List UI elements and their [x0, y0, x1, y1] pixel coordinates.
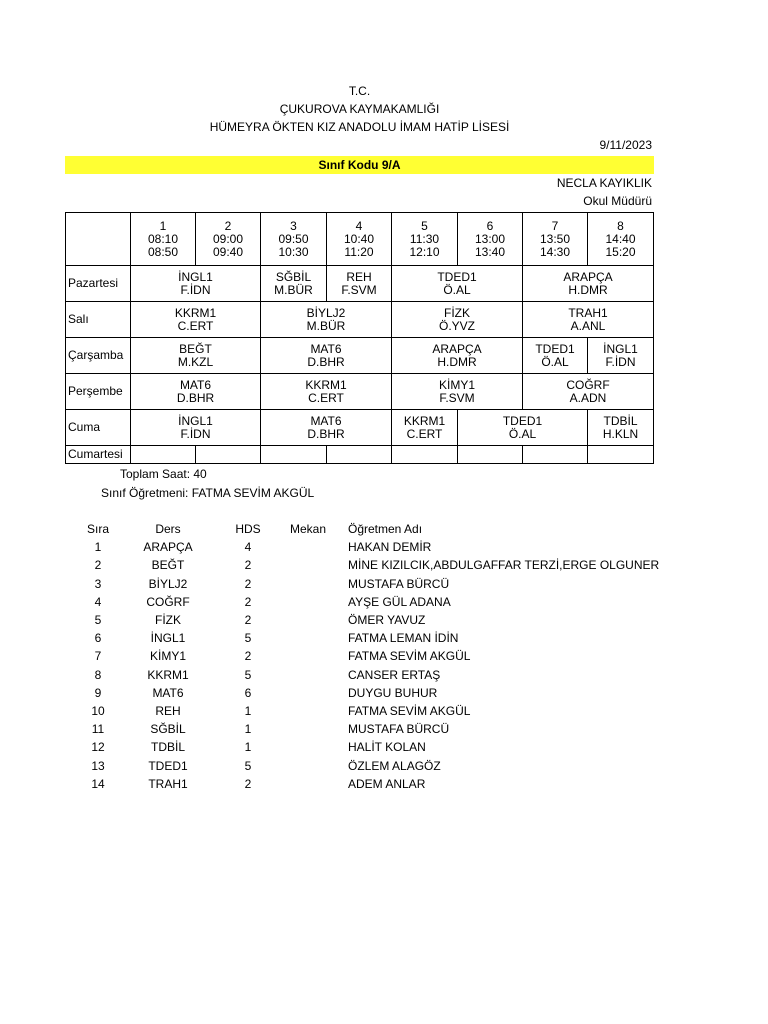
day-name: Cuma [66, 410, 131, 446]
lesson-name: KKRM1 [147, 667, 189, 682]
report-date: 9/11/2023 [599, 138, 652, 152]
empty-cell [588, 446, 654, 464]
lesson-code: MAT6 [310, 341, 342, 356]
day-row-3 [66, 374, 654, 410]
lesson-hds: 2 [244, 649, 252, 664]
lesson-name: BİYLJ2 [148, 576, 188, 591]
lesson-name: TDED1 [148, 758, 188, 773]
period-header [588, 213, 654, 266]
lesson-code: ARAPÇA [563, 269, 613, 284]
lesson-place [278, 575, 338, 593]
lesson-code: TDED1 [437, 269, 477, 284]
lesson-place [278, 738, 338, 756]
period-start: 08:10 [147, 231, 179, 246]
lesson-teacher: H.KLN [602, 426, 639, 441]
lesson-teacher-name: DUYGU BUHUR [348, 685, 438, 700]
day-row-5 [66, 446, 654, 464]
lesson-no: 2 [94, 558, 102, 573]
lesson-teacher-name: FATMA SEVİM AKGÜL [348, 649, 471, 664]
lesson-no: 8 [94, 667, 102, 682]
lesson-teacher-name: AYŞE GÜL ADANA [348, 594, 451, 609]
class-teacher: Sınıf Öğretmeni: FATMA SEVİM AKGÜL [101, 486, 315, 500]
lesson-teacher-name: ÖMER YAVUZ [348, 613, 426, 628]
list-item [78, 720, 659, 738]
lesson-code: KKRM1 [403, 413, 446, 428]
period-end: 14:30 [539, 244, 571, 259]
lesson-no: 1 [94, 540, 102, 555]
lesson-code: İNGL1 [178, 269, 213, 284]
lesson-name: KİMY1 [149, 649, 186, 664]
day-name: Cumartesi [66, 446, 131, 464]
lesson-hds: 5 [244, 758, 252, 773]
lesson-no: 7 [94, 649, 102, 664]
lesson-cell [392, 374, 523, 410]
period-number: 8 [617, 218, 624, 233]
lesson-hds: 1 [244, 740, 252, 755]
lesson-teacher-name: MİNE KIZILCIK,ABDULGAFFAR TERZİ,ERGE OLGUNER [348, 558, 660, 573]
lesson-teacher: Ö.YVZ [438, 318, 475, 333]
day-row-2 [66, 338, 654, 374]
lesson-code: SĞBİL [275, 269, 312, 284]
lesson-no: 13 [91, 758, 105, 773]
lesson-cell [588, 410, 654, 446]
period-header [458, 213, 523, 266]
lesson-teacher: Ö.AL [508, 426, 537, 441]
principal-title: Okul Müdürü [583, 194, 652, 208]
lesson-code: BEĞT [179, 341, 212, 356]
timetable [65, 212, 654, 464]
day-name: Perşembe [66, 374, 131, 410]
lesson-no: 6 [94, 631, 102, 646]
period-number: 2 [224, 218, 232, 233]
lesson-teacher: C.ERT [308, 390, 344, 405]
lesson-hds: 2 [244, 594, 252, 609]
lesson-cell [392, 302, 523, 338]
period-start: 09:50 [278, 231, 309, 246]
list-item [78, 538, 659, 556]
col-header-place: Mekan [289, 522, 327, 537]
lesson-code: TRAH1 [568, 305, 608, 320]
lesson-place [278, 538, 338, 556]
header-district: ÇUKUROVA KAYMAKAMLIĞI [279, 102, 440, 116]
lesson-place [278, 684, 338, 702]
lesson-teacher-name: ADEM ANLAR [348, 776, 426, 791]
lesson-teacher: D.BHR [307, 354, 345, 369]
lesson-cell [523, 338, 588, 374]
period-header [392, 213, 458, 266]
lesson-code: BİYLJ2 [306, 305, 346, 320]
lesson-teacher: F.SVM [341, 282, 377, 297]
period-start: 13:50 [539, 231, 571, 246]
list-item [78, 666, 659, 684]
lesson-teacher: M.BÜR [274, 282, 313, 297]
period-end: 10:30 [278, 244, 309, 259]
col-header-no: Sıra [86, 522, 109, 537]
lesson-teacher-name: MUSTAFA BÜRCÜ [348, 722, 450, 737]
lesson-teacher: F.SVM [439, 390, 475, 405]
lesson-teacher-name: FATMA SEVİM AKGÜL [348, 703, 471, 718]
lesson-cell [261, 374, 392, 410]
period-number: 4 [355, 218, 363, 233]
lesson-teacher-name: HALİT KOLAN [348, 740, 426, 755]
lesson-hds: 4 [244, 540, 252, 555]
lesson-cell [131, 374, 261, 410]
lesson-teacher-name: ÖZLEM ALAGÖZ [348, 758, 441, 773]
lesson-code: İNGL1 [178, 413, 213, 428]
day-name: Çarşamba [66, 338, 131, 374]
day-row-0 [66, 266, 654, 302]
empty-cell [327, 446, 392, 464]
lesson-name: MAT6 [152, 685, 184, 700]
lesson-teacher-name: CANSER ERTAŞ [348, 667, 441, 682]
period-start: 09:00 [212, 231, 244, 246]
day-row-4 [66, 410, 654, 446]
lesson-teacher: M.KZL [177, 354, 214, 369]
lesson-code: FİZK [444, 305, 470, 320]
lesson-teacher: H.DMR [437, 354, 477, 369]
lesson-cell [261, 338, 392, 374]
lesson-cell [392, 410, 458, 446]
lesson-place [278, 611, 338, 629]
lesson-cell [261, 410, 392, 446]
lesson-cell [261, 302, 392, 338]
lesson-teacher: Ö.AL [443, 282, 471, 297]
lesson-no: 11 [91, 722, 105, 737]
lesson-hds: 1 [244, 722, 252, 737]
lesson-cell [261, 266, 327, 302]
empty-cell [261, 446, 327, 464]
list-item [78, 647, 659, 665]
lesson-no: 4 [94, 594, 102, 609]
lesson-code: COĞRF [566, 377, 610, 392]
lesson-place [278, 666, 338, 684]
period-header [261, 213, 327, 266]
period-end: 12:10 [409, 244, 440, 259]
lesson-cell [523, 266, 654, 302]
lesson-teacher-name: MUSTAFA BÜRCÜ [348, 576, 450, 591]
period-start: 11:30 [409, 231, 440, 246]
total-hours: Toplam Saat: 40 [120, 467, 207, 481]
list-item [78, 593, 659, 611]
lesson-cell [131, 338, 261, 374]
period-start: 13:00 [474, 231, 506, 246]
lesson-hds: 5 [244, 631, 252, 646]
period-end: 09:40 [212, 244, 244, 259]
lesson-teacher: H.DMR [568, 282, 608, 297]
day-name: Salı [66, 302, 131, 338]
list-item [78, 556, 659, 574]
period-number: 6 [486, 218, 494, 233]
empty-cell [131, 446, 196, 464]
lesson-name: BEĞT [151, 558, 185, 573]
lesson-teacher: F.İDN [605, 354, 636, 369]
empty-cell [458, 446, 523, 464]
lesson-cell [131, 302, 261, 338]
lesson-no: 10 [91, 703, 105, 718]
lesson-place [278, 720, 338, 738]
lesson-cell [392, 338, 523, 374]
lesson-teacher: C.ERT [406, 426, 443, 441]
lesson-place [278, 629, 338, 647]
lesson-list [78, 520, 659, 793]
lesson-cell [588, 338, 654, 374]
lesson-name: İNGL1 [150, 631, 186, 646]
lesson-no: 12 [91, 740, 105, 755]
lesson-cell [458, 410, 588, 446]
lesson-hds: 2 [244, 558, 252, 573]
lesson-teacher: M.BÜR [306, 318, 346, 333]
empty-cell [392, 446, 458, 464]
class-code-bar [65, 156, 654, 174]
lesson-name: ARAPÇA [143, 540, 193, 555]
col-header-teacher: Öğretmen Adı [348, 522, 423, 537]
list-item [78, 756, 659, 774]
lesson-code: MAT6 [310, 413, 342, 428]
period-number: 5 [421, 218, 428, 233]
lesson-name: TDBİL [150, 740, 185, 755]
period-number: 1 [159, 218, 167, 233]
period-header [196, 213, 261, 266]
lesson-name: COĞRF [146, 594, 190, 609]
lesson-hds: 6 [244, 685, 252, 700]
col-header-hds: HDS [235, 522, 261, 537]
lesson-teacher: A.ANL [570, 318, 606, 333]
empty-cell [523, 446, 588, 464]
lesson-code: ARAPÇA [432, 341, 482, 356]
list-item [78, 575, 659, 593]
lesson-place [278, 775, 338, 793]
period-header [327, 213, 392, 266]
lesson-place [278, 593, 338, 611]
lesson-hds: 2 [244, 776, 252, 791]
lesson-teacher: F.İDN [180, 426, 211, 441]
lesson-code: REH [346, 269, 372, 284]
lesson-teacher-name: HAKAN DEMİR [348, 540, 432, 555]
lesson-name: FİZK [155, 613, 181, 628]
lesson-name: REH [155, 703, 181, 718]
lesson-name: SĞBİL [150, 722, 186, 737]
period-end: 15:20 [605, 244, 636, 259]
empty-cell [196, 446, 261, 464]
period-end: 13:40 [474, 244, 506, 259]
lesson-hds: 2 [244, 613, 252, 628]
lesson-teacher-name: FATMA LEMAN İDİN [348, 631, 459, 646]
lesson-teacher: D.BHR [307, 426, 345, 441]
lesson-teacher: A.ADN [569, 390, 607, 405]
principal-name: NECLA KAYIKLIK [556, 176, 652, 190]
lesson-name: TRAH1 [148, 776, 188, 791]
lesson-no: 5 [94, 613, 102, 628]
lesson-teacher: C.ERT [177, 318, 214, 333]
lesson-place [278, 556, 338, 574]
class-code: Sınıf Kodu 9/A [318, 158, 401, 172]
period-header-row [66, 213, 654, 266]
lesson-teacher: F.İDN [180, 282, 211, 297]
list-item [78, 684, 659, 702]
period-end: 08:50 [147, 244, 179, 259]
lesson-no: 14 [91, 776, 105, 791]
lesson-hds: 5 [244, 667, 252, 682]
list-item [78, 702, 659, 720]
day-row-1 [66, 302, 654, 338]
lesson-code: KKRM1 [305, 377, 347, 392]
lesson-place [278, 702, 338, 720]
lesson-hds: 1 [244, 703, 252, 718]
lesson-place [278, 756, 338, 774]
list-item [78, 629, 659, 647]
lesson-cell [131, 266, 261, 302]
lesson-code: TDED1 [535, 341, 575, 356]
lesson-cell [523, 302, 654, 338]
header-school: HÜMEYRA ÖKTEN KIZ ANADOLU İMAM HATİP LİSESİ [209, 120, 510, 134]
period-number: 3 [290, 218, 297, 233]
list-item [78, 738, 659, 756]
list-item [78, 611, 659, 629]
corner-cell [66, 213, 131, 266]
period-header [131, 213, 196, 266]
lesson-code: MAT6 [179, 377, 212, 392]
header-tc: T.C. [348, 84, 371, 98]
lesson-code: TDBİL [603, 413, 638, 428]
lesson-code: TDED1 [502, 413, 543, 428]
lesson-cell [327, 266, 392, 302]
lesson-no: 9 [94, 685, 102, 700]
list-item [78, 775, 659, 793]
lesson-cell [131, 410, 261, 446]
lesson-list-header [78, 520, 659, 538]
col-header-lesson: Ders [155, 522, 181, 537]
lesson-teacher: Ö.AL [541, 354, 569, 369]
lesson-cell [392, 266, 523, 302]
lesson-code: KKRM1 [174, 305, 217, 320]
period-start: 10:40 [343, 231, 375, 246]
lesson-place [278, 647, 338, 665]
lesson-teacher: D.BHR [176, 390, 215, 405]
period-start: 14:40 [605, 231, 636, 246]
day-name: Pazartesi [66, 266, 131, 302]
lesson-hds: 2 [244, 576, 252, 591]
lesson-code: KİMY1 [438, 377, 475, 392]
lesson-no: 3 [94, 576, 102, 591]
period-number: 7 [551, 218, 559, 233]
lesson-code: İNGL1 [603, 341, 638, 356]
period-header [523, 213, 588, 266]
period-end: 11:20 [344, 244, 374, 259]
lesson-cell [523, 374, 654, 410]
